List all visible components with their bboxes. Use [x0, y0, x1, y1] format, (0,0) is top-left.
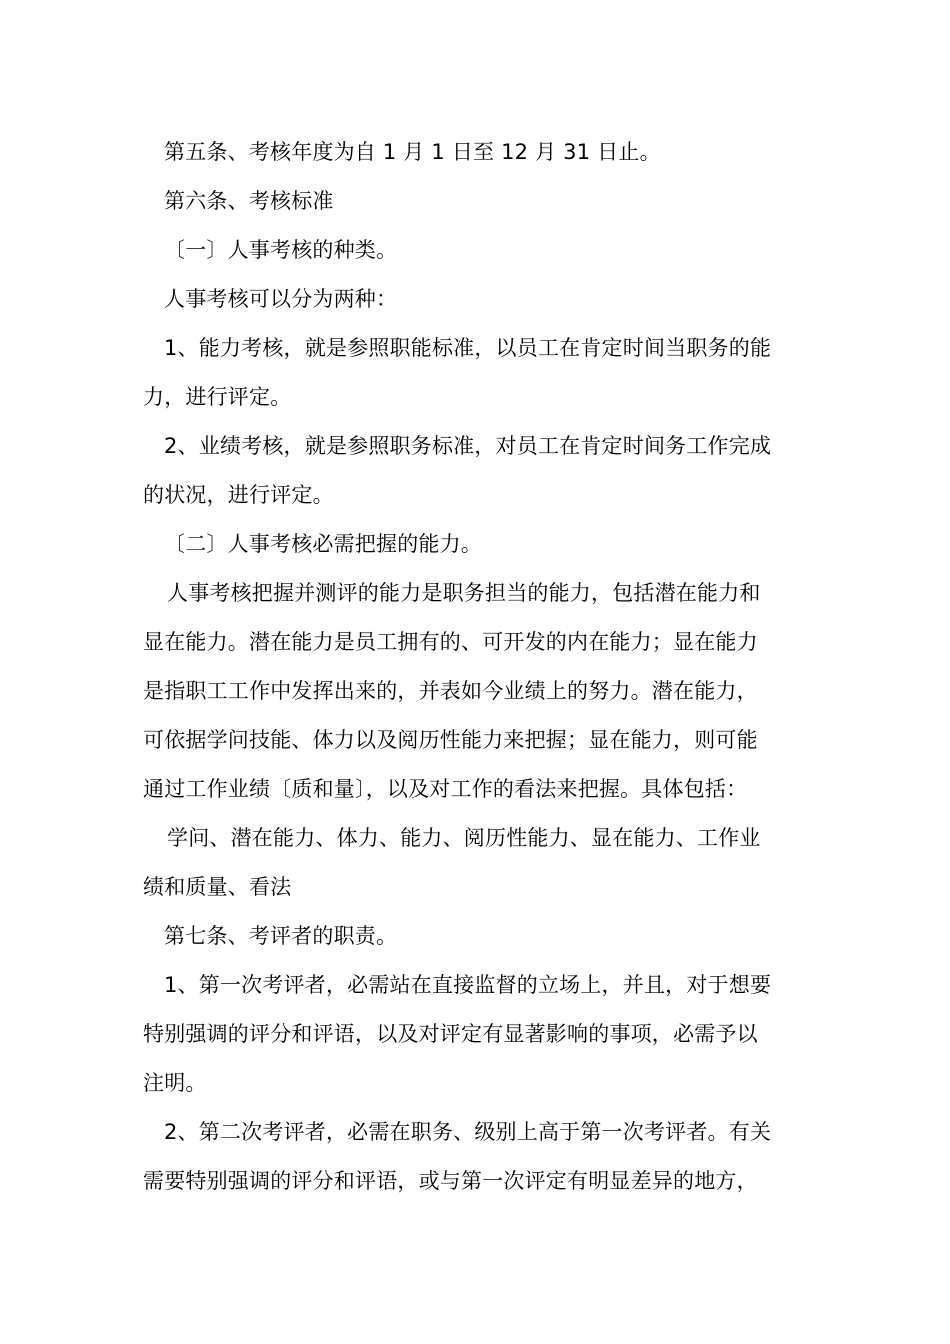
paragraph-line: 1、能力考核，就是参照职能标准，以员工在肯定时间当职务的能 [164, 336, 772, 360]
article-5-line: 第五条、考核年度为自 1 月 1 日至 12 月 31 日止。 [164, 140, 661, 164]
paragraph-line: 注明。 [143, 1071, 207, 1095]
paragraph-line: 可依据学问技能、体力以及阅历性能力来把握；显在能力，则可能 [143, 728, 758, 752]
paragraph-line: 人事考核可以分为两种： [164, 287, 398, 311]
paragraph-line: 通过工作业绩〔质和量〕，以及对工作的看法来把握。具体包括： [143, 777, 748, 801]
section-1-heading: 〔一〕人事考核的种类。 [164, 238, 398, 262]
paragraph-line: 显在能力。潜在能力是员工拥有的、可开发的内在能力；显在能力 [143, 630, 758, 654]
paragraph-line: 绩和质量、看法 [143, 875, 292, 899]
section-2-heading: 〔二〕人事考核必需把握的能力。 [164, 532, 482, 556]
paragraph-line: 2、业绩考核，就是参照职务标准，对员工在肯定时间务工作完成 [164, 434, 772, 458]
paragraph-line: 特别强调的评分和评语，以及对评定有显著影响的事项，必需予以 [143, 1022, 758, 1046]
paragraph-line: 2、第二次考评者，必需在职务、级别上高于第一次考评者。有关 [164, 1120, 772, 1144]
document-body [143, 128, 811, 1206]
paragraph-line: 力，进行评定。 [143, 385, 292, 409]
paragraph-line: 人事考核把握并测评的能力是职务担当的能力，包括潜在能力和 [167, 581, 761, 605]
paragraph-line: 学问、潜在能力、体力、能力、阅历性能力、显在能力、工作业 [167, 826, 761, 850]
paragraph-line: 的状况，进行评定。 [143, 483, 334, 507]
paragraph-line: 是指职工工作中发挥出来的，并表如今业绩上的努力。潜在能力， [143, 679, 758, 703]
article-6-heading: 第六条、考核标准 [164, 189, 334, 213]
paragraph-line: 1、第一次考评者，必需站在直接监督的立场上，并且，对于想要 [164, 973, 772, 997]
paragraph-line: 需要特别强调的评分和评语，或与第一次评定有明显差异的地方， [143, 1169, 758, 1193]
article-7-heading: 第七条、考评者的职责。 [164, 924, 398, 948]
